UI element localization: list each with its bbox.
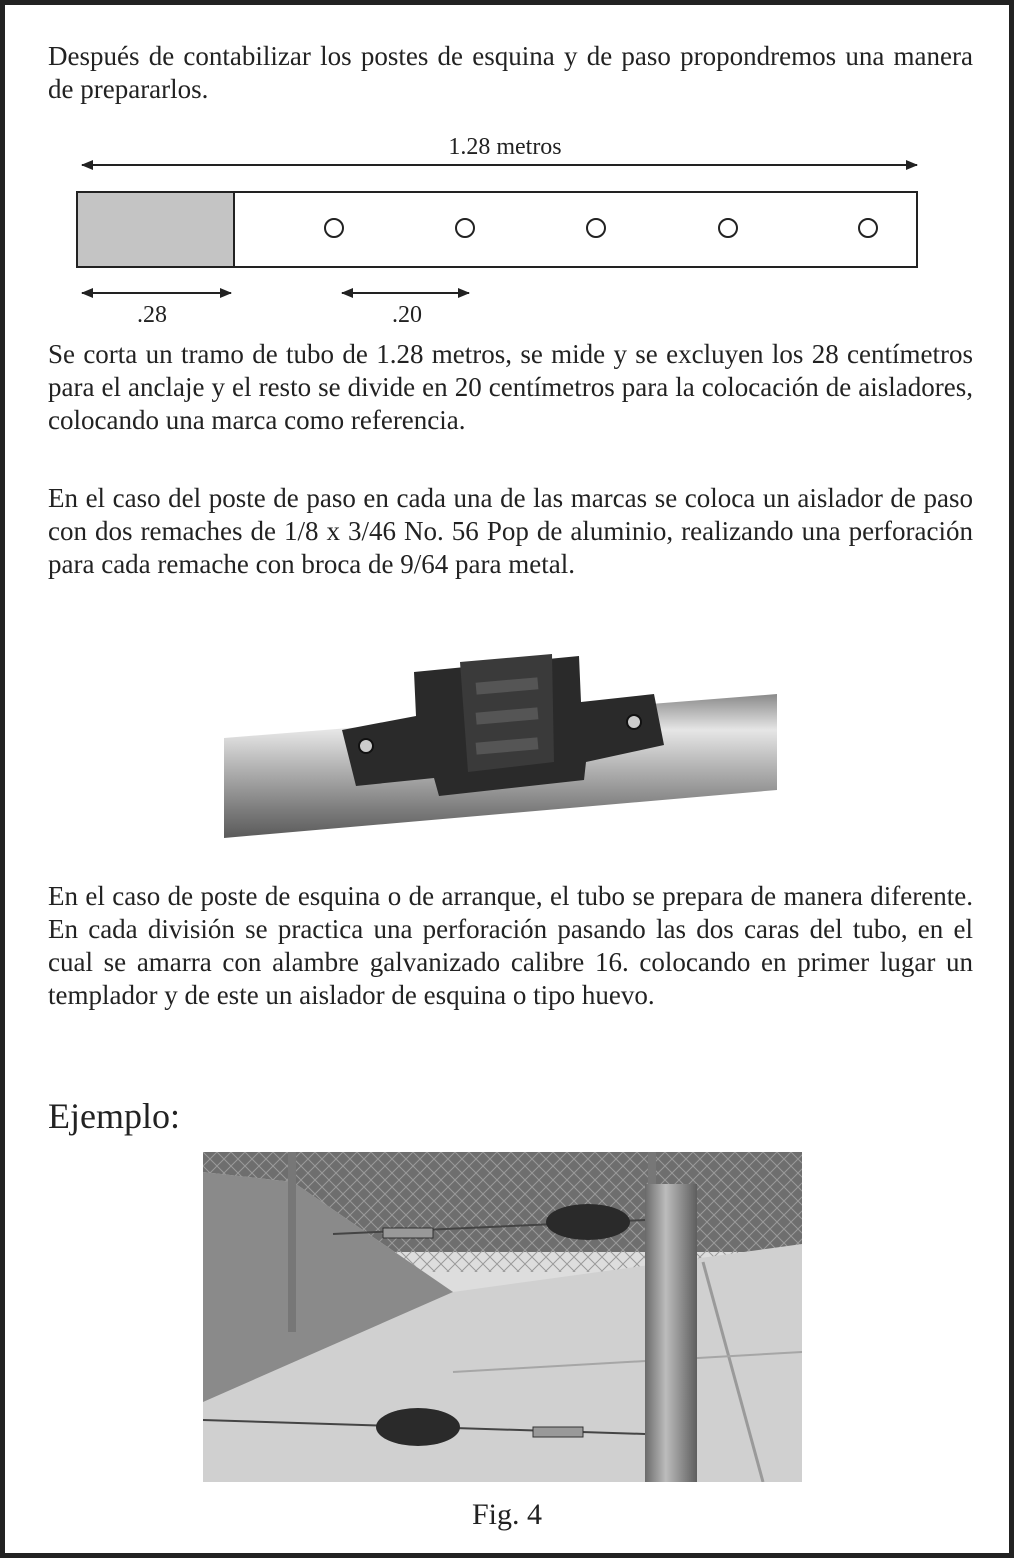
egg-insulator [546,1204,630,1240]
post-measurement-diagram [0,0,1014,340]
tensioner [533,1427,583,1437]
corner-pole [645,1184,697,1482]
mark-hole [587,219,605,237]
egg-insulator [376,1408,460,1446]
mark-hole [859,219,877,237]
fence-post [288,1152,296,1332]
example-heading: Ejemplo: [48,1096,180,1136]
anchor-length-label: .28 [137,302,167,328]
pass-post-paragraph: En el caso del poste de paso en cada una de las marcas se coloca un aislador de paso con dos remaches de 1/8 x 3/46 No. 56 Pop de aluminio, realizando una perforación para cada remache con broca de 9/64 para metal. [48,483,973,579]
tensioner [383,1228,433,1238]
rivet [359,739,373,753]
anchor-section [77,192,234,267]
total-length-label: 1.28 metros [448,134,562,160]
cut-paragraph: Se corta un tramo de tubo de 1.28 metros, se mide y se excluyen los 28 centímetros para el anclaje y el resto se divide en 20 centímetros para la colocación de aisladores, colocando una marca como referencia. [48,339,973,435]
mark-hole [719,219,737,237]
corner-post-illustration [203,1152,802,1482]
corner-post-photo [203,1152,802,1482]
figure-caption: Fig. 4 [471,1498,543,1531]
pass-insulator-photo [224,650,777,838]
spacing-label: .20 [392,302,422,328]
corner-post-paragraph: En el caso de poste de esquina o de arranque, el tubo se prepara de manera diferente. En cada división se practica una perforación pasando las dos caras del tubo, en el cual se amarra con alambre galvanizado calibre 16. colocando en primer lugar un templador y de este un aislador de esquina o tipo huevo. [48,881,973,1010]
mark-hole [456,219,474,237]
pass-insulator-illustration [224,650,777,838]
rivet [627,715,641,729]
intro-paragraph: Después de contabilizar los postes de esquina y de paso propondremos una manera de prepararlos. [48,41,973,104]
mark-hole [325,219,343,237]
